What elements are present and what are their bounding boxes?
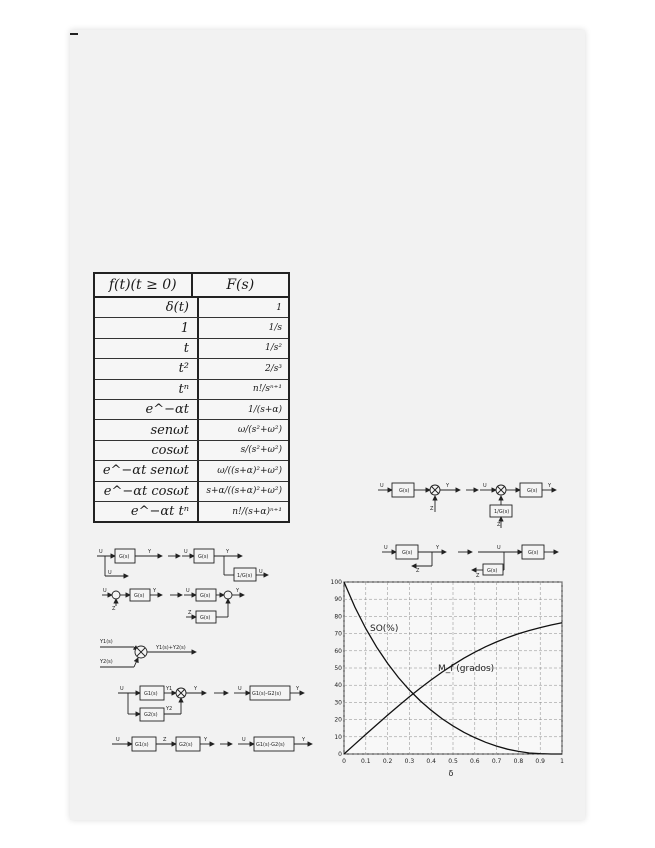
x-tick-label: 0.4 bbox=[426, 758, 436, 765]
x-tick-label: 0.6 bbox=[470, 758, 480, 765]
y-tick-label: 10 bbox=[334, 733, 342, 741]
label-u: U bbox=[238, 686, 242, 692]
x-tick-label: 0 bbox=[342, 758, 346, 765]
time-function-cell: e^−αt cosωt bbox=[95, 482, 199, 501]
label-y: Y bbox=[446, 483, 450, 489]
time-function-cell: cosωt bbox=[95, 441, 199, 460]
label-y: Y bbox=[236, 588, 240, 594]
label-u: U bbox=[259, 569, 263, 575]
label-y: Y bbox=[226, 549, 230, 555]
label-y1: Y1 bbox=[166, 686, 173, 692]
laplace-transform-cell: n!/(s+α)ⁿ⁺¹ bbox=[232, 506, 282, 517]
x-tick-label: 0.5 bbox=[448, 758, 458, 765]
x-tick-label: 0.7 bbox=[491, 758, 502, 765]
y-tick-label: 60 bbox=[334, 647, 342, 655]
x-tick-label: 0.3 bbox=[404, 758, 415, 765]
time-function-cell: tⁿ bbox=[95, 380, 199, 399]
label-g: G(s) bbox=[198, 554, 209, 560]
label-u: U bbox=[108, 570, 112, 576]
label-u: U bbox=[99, 549, 103, 555]
laplace-transform-cell: 1/s bbox=[268, 323, 282, 334]
time-function-cell: δ(t) bbox=[95, 298, 199, 317]
y-tick-label: 20 bbox=[334, 716, 342, 724]
label-z: Z bbox=[188, 610, 192, 616]
y-tick-label: 0 bbox=[338, 751, 342, 758]
y-tick-label: 90 bbox=[334, 596, 342, 604]
label-g1-times-g2: G1(s)·G2(s) bbox=[256, 742, 285, 748]
label-u: U bbox=[184, 549, 188, 555]
laplace-transform-cell: s/(s²+ω²) bbox=[240, 445, 282, 456]
label-u: U bbox=[116, 737, 120, 743]
label-z: Z bbox=[476, 573, 480, 579]
header-time-domain: f(t)(t ≥ 0) bbox=[95, 274, 193, 296]
label-g1: G1(s) bbox=[135, 742, 149, 748]
label-inv-g: 1/G(s) bbox=[494, 509, 510, 515]
label-y1: Y1(s) bbox=[100, 639, 113, 645]
x-tick-label: 0.1 bbox=[361, 758, 371, 765]
laplace-transform-cell: n!/sⁿ⁺¹ bbox=[252, 384, 282, 395]
label-g1: G1(s) bbox=[144, 691, 158, 697]
label-g1-minus-g2: G1(s)-G2(s) bbox=[252, 691, 282, 697]
label-u: U bbox=[380, 483, 384, 489]
laplace-transform-cell: ω/(s²+ω²) bbox=[237, 425, 282, 436]
legend-so: SO(%) bbox=[370, 624, 399, 634]
label-g: G(s) bbox=[402, 550, 413, 556]
label-sum: Y1(s)+Y2(s) bbox=[156, 645, 186, 651]
laplace-transform-cell: s+α/((s+α)²+ω²) bbox=[206, 486, 282, 497]
label-z: Z bbox=[163, 737, 167, 743]
label-y2: Y2 bbox=[166, 706, 173, 712]
label-u: U bbox=[120, 686, 124, 692]
label-g2: G2(s) bbox=[144, 712, 158, 718]
laplace-transform-cell: 2/s³ bbox=[265, 363, 282, 374]
y-tick-label: 50 bbox=[334, 665, 342, 672]
x-tick-label: 0.8 bbox=[513, 758, 524, 765]
label-y: Y bbox=[148, 549, 152, 555]
y-tick-label: 80 bbox=[334, 613, 342, 621]
label-y: Y bbox=[194, 686, 198, 692]
time-function-cell: t bbox=[95, 339, 199, 358]
label-z: Z bbox=[416, 568, 420, 574]
label-u: U bbox=[497, 545, 501, 551]
label-u: U bbox=[483, 483, 487, 489]
header-s-domain: F(s) bbox=[226, 277, 255, 293]
label-inv-g: 1/G(s) bbox=[237, 573, 253, 579]
label-u: U bbox=[242, 737, 246, 743]
label-y2: Y2(s) bbox=[100, 659, 113, 665]
label-g: G(s) bbox=[200, 615, 211, 621]
x-tick-label: 0.2 bbox=[382, 758, 393, 765]
time-function-cell: e^−αt tⁿ bbox=[95, 502, 199, 521]
label-y: Y bbox=[204, 737, 208, 743]
y-tick-label: 70 bbox=[334, 630, 342, 638]
time-function-cell: t² bbox=[95, 359, 199, 378]
label-g: G(s) bbox=[119, 554, 130, 560]
label-y: Y bbox=[296, 686, 300, 692]
label-z: Z bbox=[112, 606, 116, 612]
label-z: Z bbox=[430, 506, 434, 512]
x-axis-label: δ bbox=[448, 769, 454, 778]
laplace-transform-cell: 1/(s+α) bbox=[247, 404, 282, 415]
y-tick-label: 100 bbox=[330, 579, 342, 586]
label-z: Z bbox=[497, 522, 501, 528]
label-y: Y bbox=[548, 483, 552, 489]
laplace-transform-cell: 1 bbox=[276, 302, 282, 313]
laplace-transform-cell: ω/((s+α)²+ω²) bbox=[217, 465, 282, 476]
label-u: U bbox=[384, 545, 388, 551]
time-function-cell: senωt bbox=[95, 420, 199, 439]
label-g: G(s) bbox=[399, 488, 410, 494]
label-g: G(s) bbox=[134, 593, 145, 599]
label-y: Y bbox=[302, 737, 306, 743]
time-function-cell: e^−αt bbox=[95, 400, 199, 419]
time-function-cell: e^−αt senωt bbox=[95, 461, 199, 480]
label-g: G(s) bbox=[528, 550, 539, 556]
y-tick-label: 40 bbox=[334, 682, 342, 690]
label-g: G(s) bbox=[487, 568, 498, 574]
x-tick-label: 0.9 bbox=[535, 758, 545, 765]
label-g: G(s) bbox=[200, 593, 211, 599]
time-function-cell: 1 bbox=[95, 318, 199, 337]
label-y: Y bbox=[436, 545, 440, 551]
label-g: G(s) bbox=[527, 488, 538, 494]
legend-mf: M_f (grados) bbox=[438, 664, 495, 674]
y-tick-label: 30 bbox=[334, 699, 342, 707]
x-tick-label: 1 bbox=[560, 758, 564, 765]
laplace-transform-cell: 1/s² bbox=[265, 343, 282, 354]
label-u: U bbox=[186, 588, 190, 594]
label-g2: G2(s) bbox=[179, 742, 193, 748]
label-y: Y bbox=[153, 588, 157, 594]
label-u: U bbox=[103, 588, 107, 594]
